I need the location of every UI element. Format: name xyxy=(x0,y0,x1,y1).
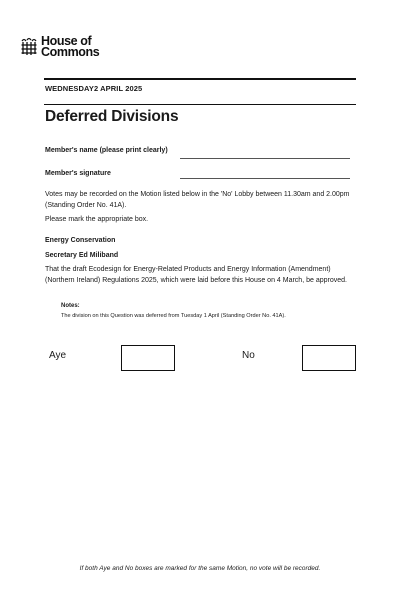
footer-note: If both Aye and No boxes are marked for the same Motion, no vote will be recorded. xyxy=(79,565,321,572)
logo-line-1: House of xyxy=(41,34,92,48)
motion-mover: Secretary Ed Miliband xyxy=(45,252,119,259)
member-signature-label: Member's signature xyxy=(45,170,111,177)
portcullis-icon xyxy=(20,37,38,57)
member-signature-field[interactable] xyxy=(180,178,350,179)
mark-instructions: Please mark the appropriate box. xyxy=(45,216,149,223)
header-rule-bottom xyxy=(44,104,356,105)
aye-box[interactable] xyxy=(121,345,175,371)
lobby-instructions: Votes may be recorded on the Motion listed below in the 'No' Lobby between 11.30am and 2.00pm (Standing Order No. 41A). xyxy=(45,191,350,209)
page-title: Deferred Divisions xyxy=(45,108,179,125)
parliament-logo xyxy=(20,36,99,58)
no-box[interactable] xyxy=(302,345,356,371)
member-name-label: Member's name (please print clearly) xyxy=(45,147,168,154)
notes-text: The division on this Question was deferred from Tuesday 1 April (Standing Order No. 41A). xyxy=(61,313,286,319)
logo-line-2: Commons xyxy=(41,45,100,59)
motion-text: That the draft Ecodesign for Energy-Related Products and Energy Information (Amendment) (Northern Ireland) Regulations 2025, which were laid before this House on 4 March, be approved. xyxy=(45,266,347,284)
motion-heading: Energy Conservation xyxy=(45,237,116,244)
logo-wordmark xyxy=(41,36,99,58)
sitting-date: WEDNESDAY2 APRIL 2025 xyxy=(45,84,143,93)
notes-heading: Notes: xyxy=(61,303,80,309)
header-rule-top xyxy=(44,78,356,80)
no-label: No xyxy=(242,350,255,361)
aye-label: Aye xyxy=(49,350,67,361)
member-name-field[interactable] xyxy=(180,158,350,159)
